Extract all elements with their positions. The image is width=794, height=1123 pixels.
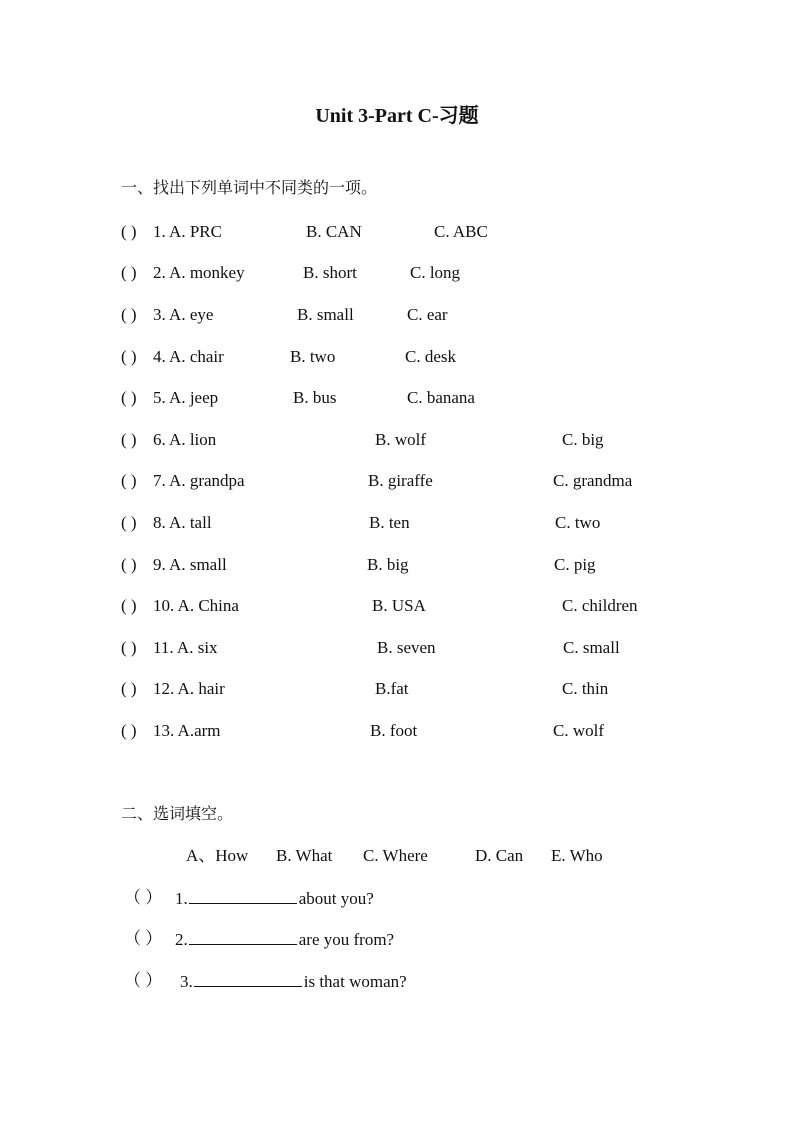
answer-paren[interactable]: ( ) xyxy=(121,596,137,615)
fill-num: 3. xyxy=(180,972,193,991)
answer-paren[interactable]: ( ) xyxy=(121,679,137,698)
question-10-b: B. USA xyxy=(372,596,426,615)
question-4-c: C. desk xyxy=(405,347,456,366)
answer-paren[interactable]: ( ) xyxy=(121,513,137,532)
fill-question-3 xyxy=(180,971,407,992)
question-8-c: C. two xyxy=(555,513,601,532)
question-11-b: B. seven xyxy=(377,638,436,657)
answer-paren[interactable]: ( ) xyxy=(121,555,137,574)
question-7-a: 7. A. grandpa xyxy=(153,471,245,490)
choice-how: A、How xyxy=(186,846,249,865)
question-13-c: C. wolf xyxy=(553,721,604,740)
question-5-c: C. banana xyxy=(407,388,475,407)
question-11-c: C. small xyxy=(563,638,620,657)
fill-question-2 xyxy=(175,929,394,950)
question-13-b: B. foot xyxy=(370,721,418,740)
question-2-b: B. short xyxy=(303,263,357,282)
question-6-c: C. big xyxy=(562,430,604,449)
question-7-c: C. grandma xyxy=(553,471,633,490)
fill-blank[interactable] xyxy=(189,929,297,945)
question-2-a: 2. A. monkey xyxy=(153,263,245,282)
question-10-c: C. children xyxy=(562,596,638,615)
question-8-a: 8. A. tall xyxy=(153,513,212,532)
fill-num: 1. xyxy=(175,889,188,908)
question-2-c: C. long xyxy=(410,263,461,282)
answer-paren[interactable]: ( ) xyxy=(121,222,137,241)
fill-blank[interactable] xyxy=(194,971,302,987)
question-3-a: 3. A. eye xyxy=(153,305,214,324)
question-3-c: C. ear xyxy=(407,305,448,324)
question-12-a: 12. A. hair xyxy=(153,679,225,698)
fill-question-1 xyxy=(175,888,374,909)
fill-text: is that woman? xyxy=(303,972,407,991)
question-5-b: B. bus xyxy=(293,388,337,407)
answer-paren[interactable]: ( ) xyxy=(121,305,137,324)
answer-paren[interactable]: （ ） xyxy=(124,929,163,948)
answer-paren[interactable]: ( ) xyxy=(121,263,137,282)
answer-paren[interactable]: ( ) xyxy=(121,638,137,657)
question-6-b: B. wolf xyxy=(375,430,426,449)
answer-paren[interactable]: （ ） xyxy=(124,971,163,990)
question-10-a: 10. A. China xyxy=(153,596,239,615)
question-12-c: C. thin xyxy=(562,679,609,698)
answer-paren[interactable]: （ ） xyxy=(124,888,163,907)
choice-can: D. Can xyxy=(475,846,524,865)
choice-where: C. Where xyxy=(363,846,428,865)
question-13-a: 13. A.arm xyxy=(153,721,221,740)
question-1-c: C. ABC xyxy=(434,222,488,241)
fill-text: about you? xyxy=(298,889,374,908)
question-6-a: 6. A. lion xyxy=(153,430,217,449)
question-9-b: B. big xyxy=(367,555,409,574)
fill-num: 2. xyxy=(175,930,188,949)
fill-blank[interactable] xyxy=(189,888,297,904)
question-4-b: B. two xyxy=(290,347,336,366)
choice-who: E. Who xyxy=(551,846,603,865)
question-9-a: 9. A. small xyxy=(153,555,227,574)
answer-paren[interactable]: ( ) xyxy=(121,347,137,366)
question-4-a: 4. A. chair xyxy=(153,347,224,366)
question-5-a: 5. A. jeep xyxy=(153,388,219,407)
question-9-c: C. pig xyxy=(554,555,596,574)
question-7-b: B. giraffe xyxy=(368,471,433,490)
answer-paren[interactable]: ( ) xyxy=(121,721,137,740)
page-title: Unit 3-Part C-习题 xyxy=(315,105,479,127)
answer-paren[interactable]: ( ) xyxy=(121,471,137,490)
question-1-a: 1. A. PRC xyxy=(153,222,222,241)
question-11-a: 11. A. six xyxy=(153,638,218,657)
fill-text: are you from? xyxy=(298,930,395,949)
answer-paren[interactable]: ( ) xyxy=(121,388,137,407)
question-8-b: B. ten xyxy=(369,513,410,532)
section-1-heading: 一、找出下列单词中不同类的一项。 xyxy=(121,178,378,197)
section-2-heading: 二、选词填空。 xyxy=(121,804,234,823)
choice-what: B. What xyxy=(276,846,333,865)
question-12-b: B.fat xyxy=(375,679,409,698)
answer-paren[interactable]: ( ) xyxy=(121,430,137,449)
question-1-b: B. CAN xyxy=(306,222,362,241)
question-3-b: B. small xyxy=(297,305,354,324)
